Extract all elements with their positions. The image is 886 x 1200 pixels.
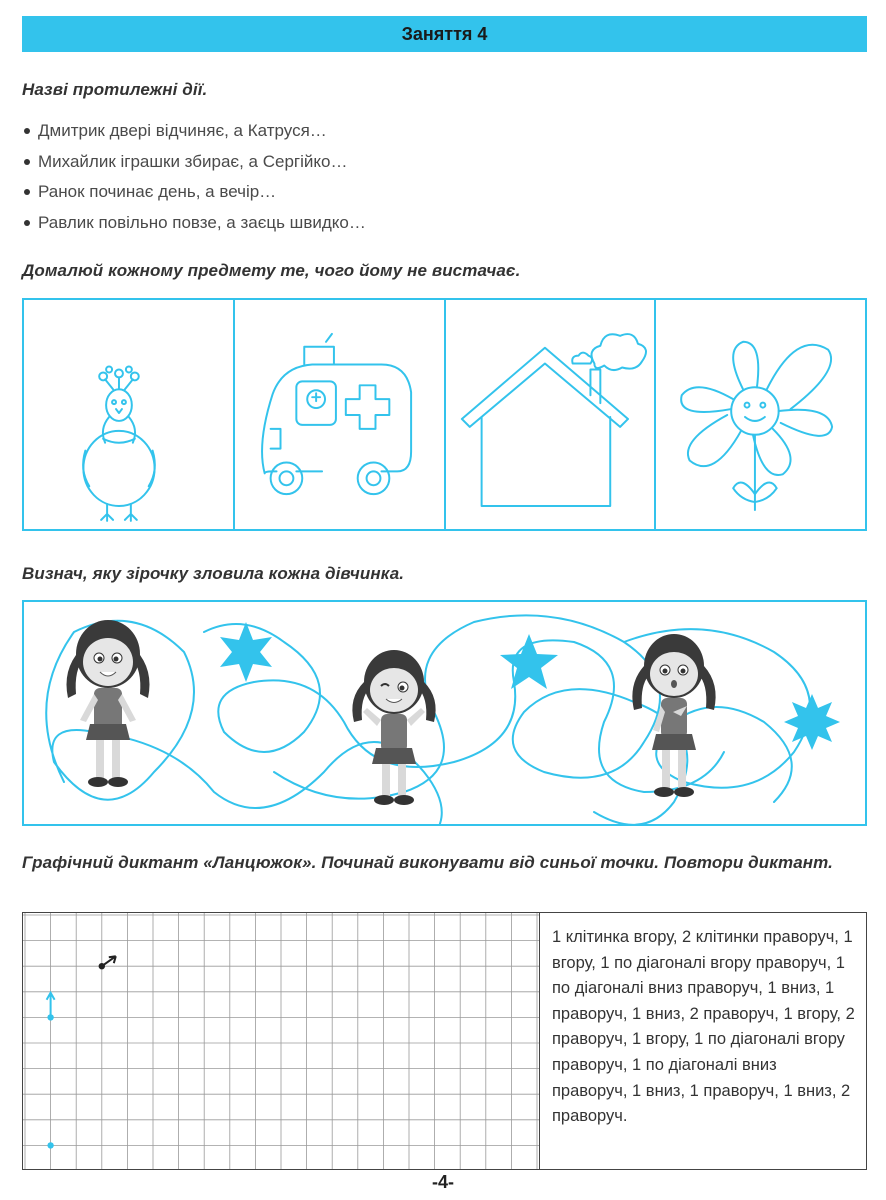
bullet-icon xyxy=(24,220,30,226)
dictation-instructions: 1 клітинка вгору, 2 клітинки праворуч, 1 вгору, 1 по діагоналі вгору праворуч, 1 по діагоналі вниз праворуч, 1 вниз, 1 праворуч, 1 вниз, 2 праворуч, 1 вгору, 2 праворуч, 1 вгору, 1 по діагоналі вгору праворуч, 1 по діагоналі вниз праворуч, 1 вниз, 1 праворуч, 1 вниз, 2 праворуч. xyxy=(552,928,855,1126)
maze-panel xyxy=(22,600,867,826)
start-arrow-up-icon xyxy=(47,993,55,1018)
list-item: Равлик повільно повзе, а заєць швидко… xyxy=(22,208,366,239)
flower-outline-icon xyxy=(656,300,865,529)
star-eight-point-icon[interactable] xyxy=(782,692,842,752)
drawing-cell-house[interactable] xyxy=(446,300,657,529)
task4-title: Графічний диктант «Ланцюжок». Починай виконувати від синьої точки. Повтори диктант. xyxy=(22,853,833,872)
drawing-panels xyxy=(22,298,867,531)
star-six-point-icon[interactable] xyxy=(214,620,278,684)
star-five-point-icon[interactable] xyxy=(497,632,561,696)
example-start-dot[interactable] xyxy=(99,963,105,969)
list-item: Ранок починає день, а вечір… xyxy=(22,177,366,208)
blue-start-dot-2[interactable] xyxy=(47,1142,53,1148)
bullet-icon xyxy=(24,189,30,195)
drawing-cell-flower[interactable] xyxy=(656,300,865,529)
girl-3-icon[interactable] xyxy=(624,626,724,806)
blue-start-dot-1[interactable] xyxy=(47,1014,53,1020)
list-item: Михайлик іграшки збирає, а Сергійко… xyxy=(22,147,366,178)
task1-title: Назві протилежні дії. xyxy=(22,80,208,99)
bullet-icon xyxy=(24,159,30,165)
lesson-title: Заняття 4 xyxy=(401,23,488,44)
drawing-cell-peacock[interactable] xyxy=(24,300,235,529)
girl-2-icon[interactable] xyxy=(344,642,444,812)
drawing-cell-ambulance[interactable] xyxy=(235,300,446,529)
bullet-icon xyxy=(24,128,30,134)
ambulance-outline-icon xyxy=(235,300,444,529)
house-outline-icon xyxy=(446,300,655,529)
task3-title: Визнач, яку зірочку зловила кожна дівчинка. xyxy=(22,564,405,583)
lesson-header-banner xyxy=(22,16,867,52)
task1-list xyxy=(22,116,366,238)
list-item: Дмитрик двері відчиняє, а Катруся… xyxy=(22,116,366,147)
peacock-outline-icon xyxy=(24,300,233,529)
graphic-dictation xyxy=(22,912,867,1170)
dictation-grid[interactable] xyxy=(23,913,540,1169)
grid-lines xyxy=(23,913,539,1169)
page-number: -4- xyxy=(432,1172,454,1192)
task2-title: Домалюй кожному предмету те, чого йому не вистачає. xyxy=(22,261,521,280)
girl-1-icon[interactable] xyxy=(58,612,158,797)
